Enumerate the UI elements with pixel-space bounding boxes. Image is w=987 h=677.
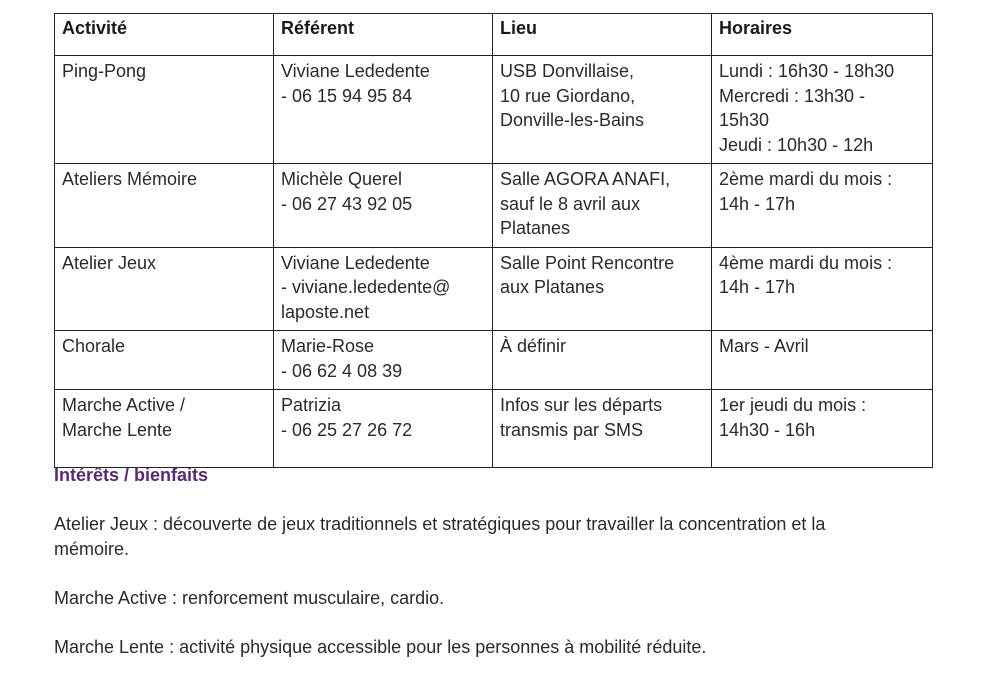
- cell-line: 10 rue Giordano,: [500, 85, 636, 106]
- table-row: [55, 247, 933, 331]
- cell-line: Marche Lente: [62, 419, 173, 440]
- cell-lieu: [493, 164, 712, 248]
- cell-line: aux Platanes: [500, 277, 605, 297]
- cell-activite: [55, 390, 274, 468]
- cell-line: Donville-les-Bains: [500, 110, 645, 130]
- cell-line: Ping-Pong: [62, 61, 147, 81]
- cell-activite: [55, 56, 274, 164]
- cell-referent: [274, 247, 493, 331]
- table-row: [55, 56, 933, 164]
- cell-line: Marie-Rose: [281, 336, 375, 356]
- paragraph-marche-lente: [54, 635, 944, 660]
- cell-line: 14h30 - 16h: [719, 419, 816, 440]
- paragraph-line: mémoire.: [54, 538, 130, 559]
- cell-line: - 06 15 94 95 84: [281, 85, 413, 106]
- table-header-row: [55, 14, 933, 56]
- cell-line: Lundi : 16h30 - 18h30: [719, 61, 895, 81]
- paragraph-atelier-jeux: [54, 512, 944, 561]
- cell-line: À définir: [500, 336, 567, 356]
- header-activite: Activité: [55, 14, 274, 56]
- cell-line: Marche Active /: [62, 395, 186, 415]
- table-row: [55, 390, 933, 468]
- cell-line: Patrizia: [281, 395, 342, 415]
- cell-referent: [274, 164, 493, 248]
- cell-lieu: [493, 390, 712, 468]
- cell-lieu: [493, 56, 712, 164]
- cell-referent: [274, 331, 493, 390]
- cell-line: sauf le 8 avril aux: [500, 193, 641, 214]
- section-title: Intérêts / bienfaits: [54, 465, 209, 485]
- cell-horaires: [712, 56, 933, 164]
- email-link[interactable]: laposte.net: [281, 301, 370, 322]
- cell-line: - 06 25 27 26 72: [281, 419, 413, 440]
- paragraph-line: Marche Active : renforcement musculaire, cardio.: [54, 588, 445, 608]
- page-content: [54, 13, 932, 657]
- cell-line: Ateliers Mémoire: [62, 169, 198, 189]
- cell-line: Viviane Lededente: [281, 252, 430, 273]
- cell-line: Mercredi : 13h30 -: [719, 85, 866, 106]
- cell-activite: [55, 164, 274, 248]
- cell-line: 14h - 17h: [719, 277, 796, 297]
- cell-line: 1er jeudi du mois :: [719, 395, 867, 415]
- cell-line: Infos sur les départs: [500, 395, 663, 415]
- cell-line: Michèle Querel: [281, 169, 403, 189]
- cell-line: Mars - Avril: [719, 336, 809, 356]
- cell-horaires: [712, 164, 933, 248]
- table-row: [55, 331, 933, 390]
- cell-line: Salle Point Rencontre: [500, 252, 675, 273]
- cell-line: Atelier Jeux: [62, 252, 157, 273]
- cell-line: Viviane Lededente: [281, 61, 430, 81]
- cell-referent: [274, 390, 493, 468]
- header-lieu: Lieu: [493, 14, 712, 56]
- cell-line: 15h30: [719, 110, 770, 130]
- cell-line: - 06 62 4 08 39: [281, 360, 403, 381]
- cell-line: 2ème mardi du mois :: [719, 169, 893, 189]
- header-horaires: Horaires: [712, 14, 933, 56]
- cell-line: Chorale: [62, 336, 126, 356]
- cell-line: - 06 27 43 92 05: [281, 193, 413, 214]
- cell-line: transmis par SMS: [500, 419, 644, 440]
- cell-line: 14h - 17h: [719, 193, 796, 214]
- paragraph-line: Marche Lente : activité physique accessible pour les personnes à mobilité réduite.: [54, 637, 707, 657]
- cell-lieu: [493, 247, 712, 331]
- paragraph-marche-active: [54, 586, 944, 611]
- cell-line: USB Donvillaise,: [500, 61, 635, 81]
- cell-line: 4ème mardi du mois :: [719, 252, 893, 273]
- cell-lieu: [493, 331, 712, 390]
- cell-activite: [55, 331, 274, 390]
- email-link[interactable]: - viviane.lededente@: [281, 277, 451, 297]
- table-row: [55, 164, 933, 248]
- cell-referent: [274, 56, 493, 164]
- cell-horaires: [712, 390, 933, 468]
- cell-line: Salle AGORA ANAFI,: [500, 169, 671, 189]
- cell-horaires: [712, 247, 933, 331]
- header-referent: Référent: [274, 14, 493, 56]
- paragraph-line: Atelier Jeux : découverte de jeux traditionnels et stratégiques pour travailler la concentration et la: [54, 514, 826, 534]
- cell-horaires: [712, 331, 933, 390]
- cell-activite: [55, 247, 274, 331]
- cell-line: Platanes: [500, 218, 571, 238]
- activities-table: [54, 13, 933, 468]
- cell-line: Jeudi : 10h30 - 12h: [719, 134, 874, 155]
